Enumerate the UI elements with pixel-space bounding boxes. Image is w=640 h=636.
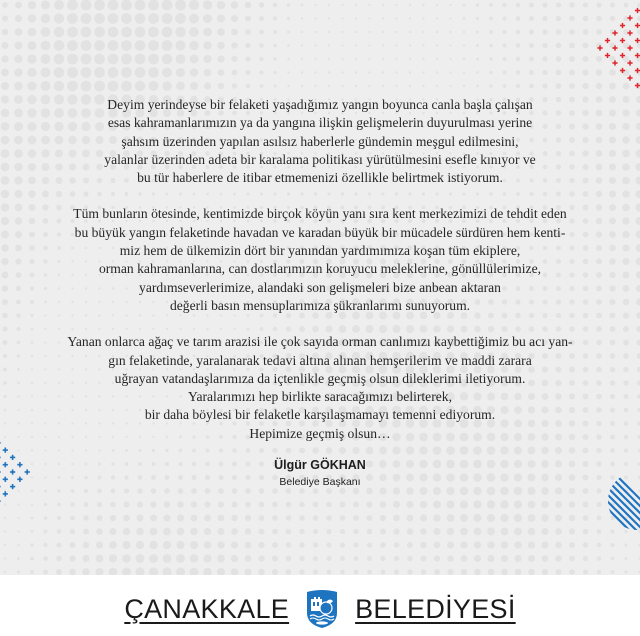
message-line: esas kahramanlarımızın ya da yangına ilişkin gelişmelerin duyurulması yerine (107, 115, 533, 131)
municipality-logo (0, 589, 640, 629)
message-paragraph-2 (40, 205, 600, 315)
brand-name-left: ÇANAKKALE (124, 593, 290, 624)
red-plus-diamond-icon (590, 0, 640, 100)
message-line: yalanlar üzerinden adeta bir karalama politikası yürütülmesini esefle kınıyor ve (104, 151, 536, 167)
brand-name-right: BELEDİYESİ (355, 593, 516, 624)
message-line: uğrayan vatandaşlarımıza da içtenlikle geçmiş olsun dileklerimi iletiyorum. (114, 370, 526, 386)
message-line: Yaralarımızı hep birlikte saracağımızı belirterek, (188, 389, 452, 405)
message-line: orman kahramanlarına, can dostlarımızın koruyucu meleklerine, gönüllülerimize, (98, 261, 542, 277)
message-line: Deyim yerindeyse bir felaketi yaşadığımız yangın boyunca canla başla çalışan (107, 97, 533, 112)
message-line: Hepimize geçmiş olsun… (249, 425, 391, 441)
message-line: bu tür haberlere de itibar etmemenizi özellikle belirtmek istiyorum. (137, 170, 503, 186)
message-line: bir daha böylesi bir felaketle karşılaşmamayı temenni ediyorum. (144, 407, 496, 423)
message-line: Tüm bunların ötesinde, kentimizde birçok köyün yanı sıra kent merkezimizi de tehdit eden (73, 206, 567, 222)
message-line: gın felaketinde, yaralanarak tedavi altına alınan hemşerilerim ve maddi zarara (108, 352, 532, 368)
message-line: Yanan onlarca ağaç ve tarım arazisi ile çok sayıda orman canlımızı kaybettiğimiz bu acı yan- (67, 334, 573, 350)
message-paragraph-1 (40, 96, 600, 187)
signature-name: Ülgür GÖKHAN (274, 458, 366, 472)
condolence-message (40, 96, 600, 461)
message-line: miz hem de ülkemizin dört bir yanından yardımımıza koşan tüm ekiplere, (119, 243, 521, 259)
message-line: bu büyük yangın felaketinde havadan ve karadan büyük bir mücadele sürdüren hem kenti- (74, 224, 566, 240)
municipality-crest-icon (305, 589, 339, 629)
message-line: şahsım üzerinden yapılan asılsız haberlerle gündemin meşgul edilmesini, (121, 133, 519, 149)
message-line: yardımseverlerimize, alandaki son gelişmeleri bize anbean aktaran (139, 279, 501, 295)
message-line: değerli basın mensuplarımıza şükranlarımı sunuyorum. (169, 297, 471, 313)
message-paragraph-3 (40, 333, 600, 443)
signature-title: Belediye Başkanı (279, 476, 361, 488)
footer-brand-bar (0, 575, 640, 636)
